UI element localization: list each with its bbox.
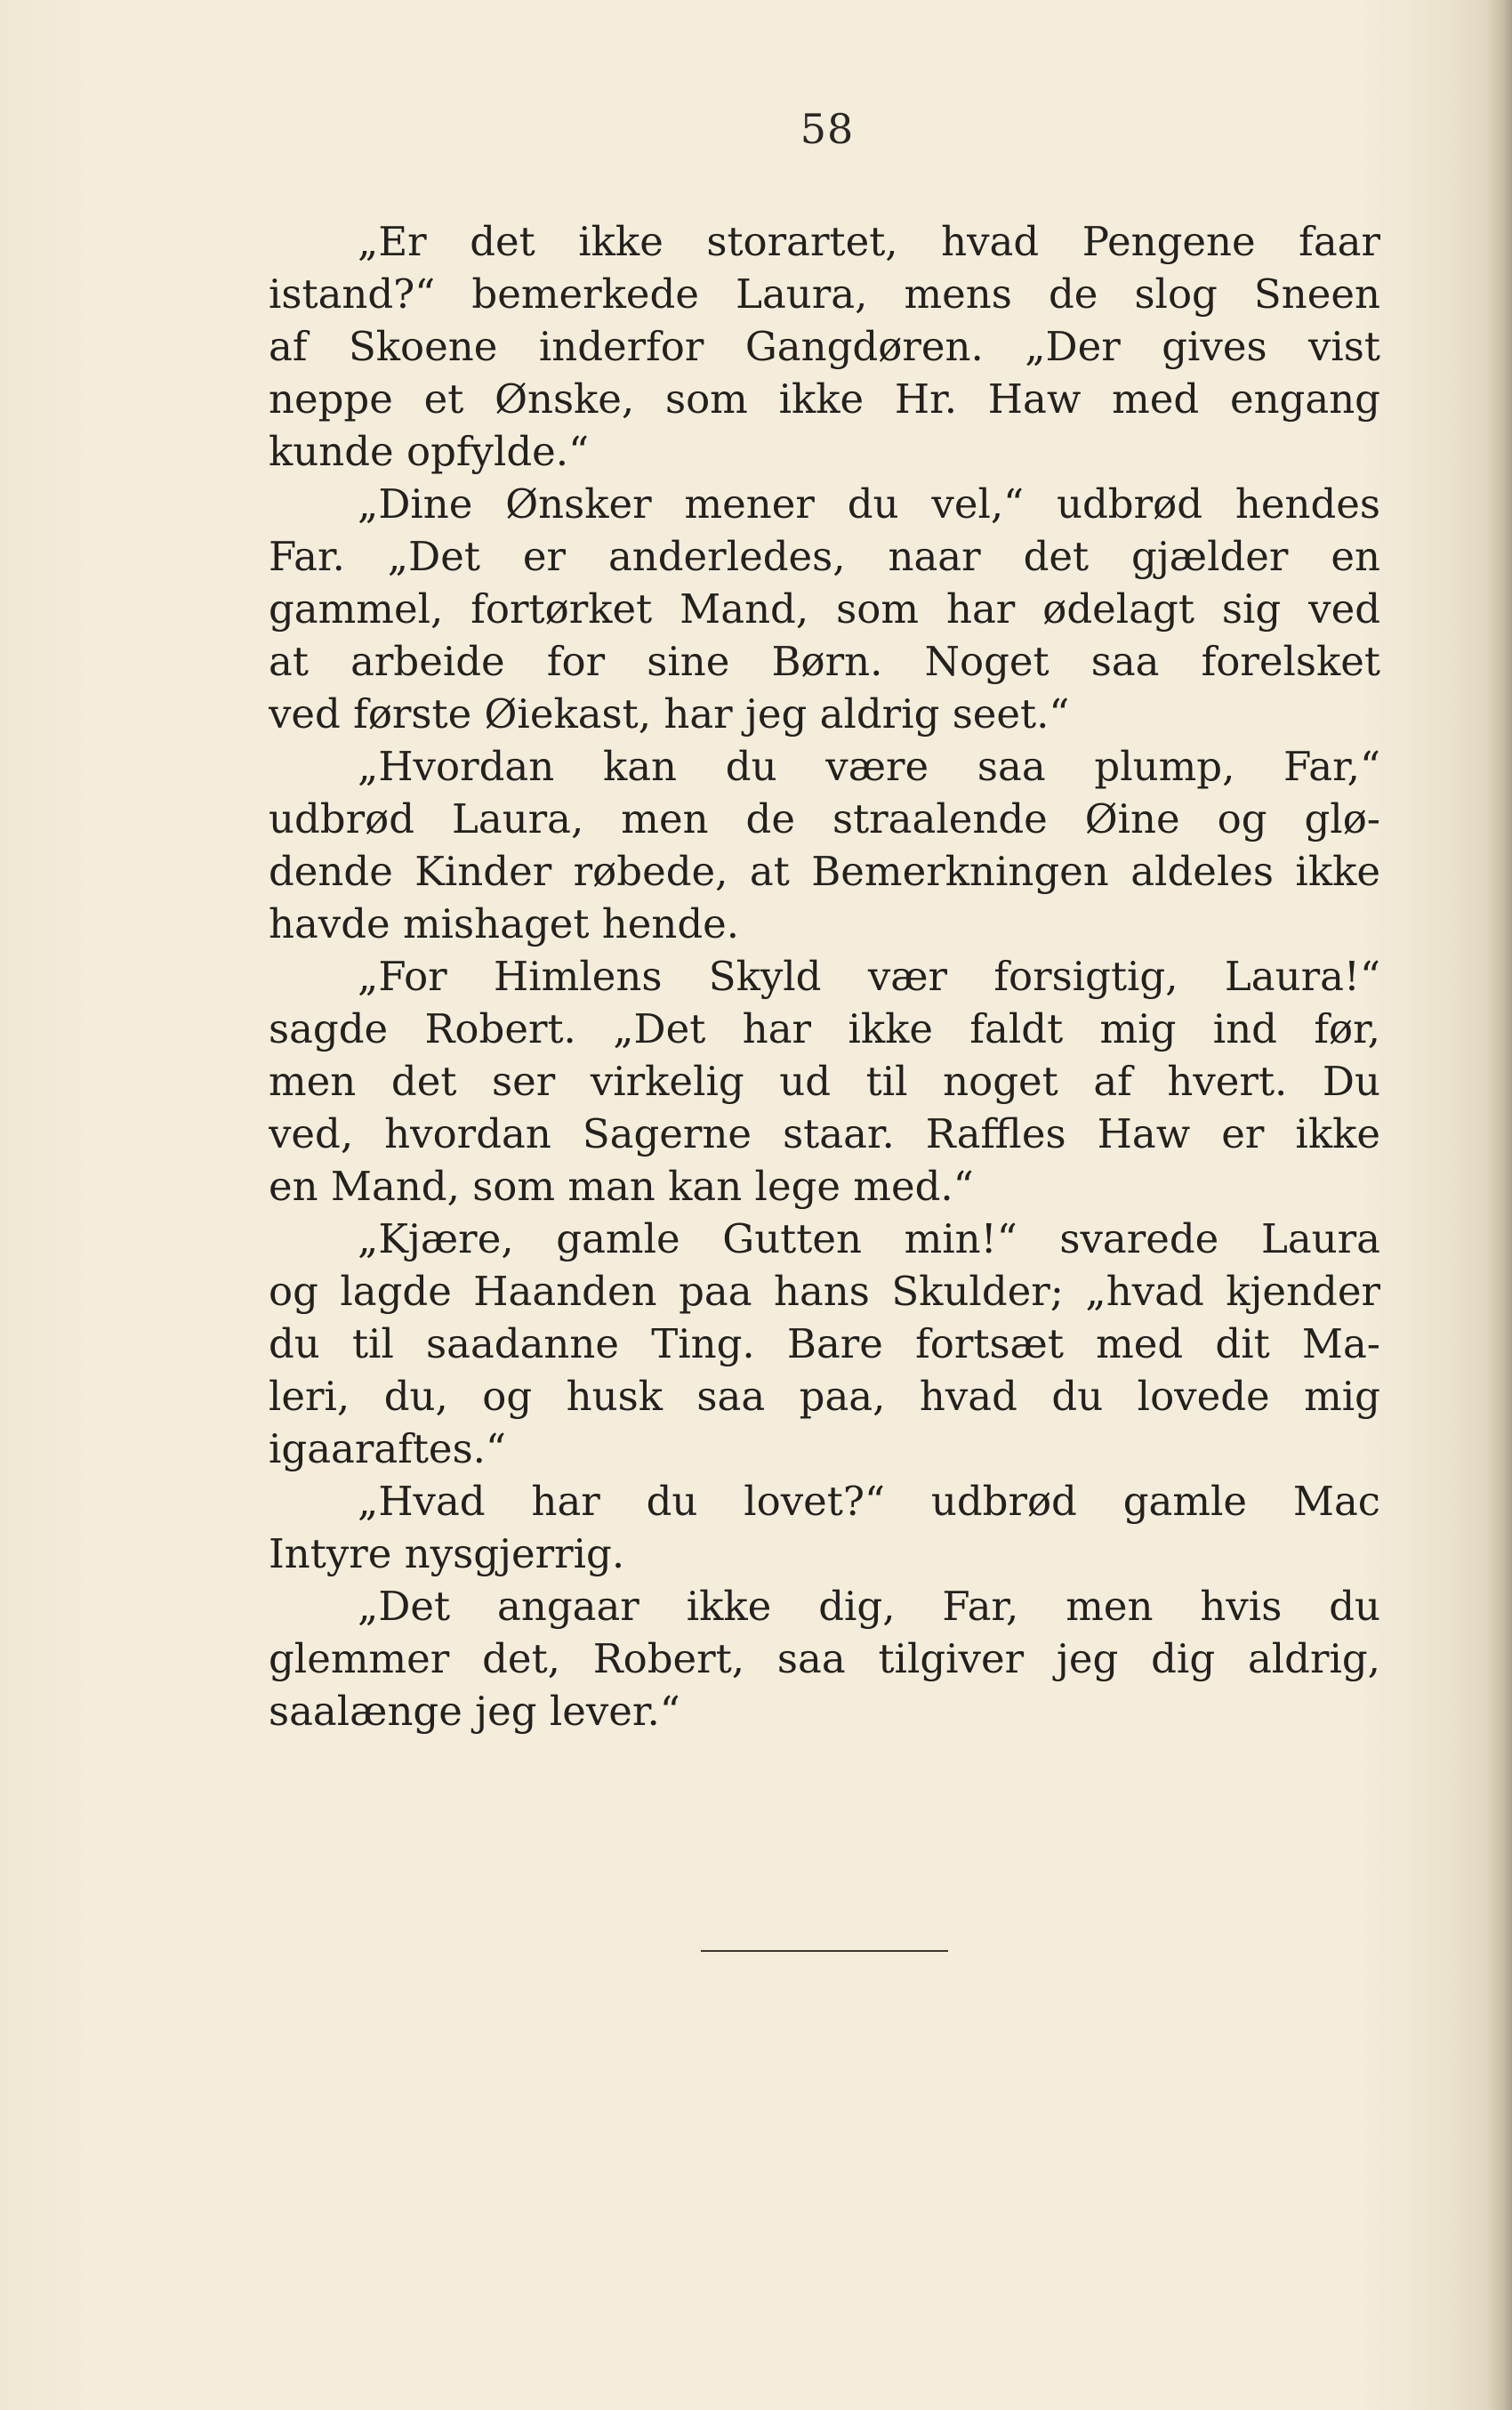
text-line: „Kjære, gamle Gutten min!“ svarede Laura: [358, 1215, 1380, 1262]
text-line: sagde Robert. „Det har ikke faldt mig ind før,: [269, 1005, 1380, 1052]
text-line: „Hvordan kan du være saa plump, Far,“: [358, 743, 1380, 790]
text-line: udbrød Laura, men de straalende Øine og glø-: [269, 795, 1380, 842]
text-line: istand?“ bemerkede Laura, mens de slog Sneen: [269, 270, 1380, 318]
page-edge-shadow: [1487, 0, 1512, 2410]
text-line: men det ser virkelig ud til noget af hvert. Du: [269, 1058, 1380, 1105]
text-line: af Skoene inderfor Gangdøren. „Der gives vist: [269, 323, 1380, 370]
text-line: Intyre nysgjerrig.: [269, 1530, 625, 1577]
text-line: ved, hvordan Sagerne staar. Raffles Haw er ikke: [269, 1110, 1380, 1157]
text-line: havde mishaget hende.: [269, 900, 740, 947]
text-line: Far. „Det er anderledes, naar det gjælder en: [269, 533, 1380, 580]
text-line: „Det angaar ikke dig, Far, men hvis du: [358, 1583, 1380, 1630]
text-line: „Dine Ønsker mener du vel,“ udbrød hendes: [358, 480, 1380, 528]
page-number: 58: [800, 105, 855, 153]
text-line: neppe et Ønske, som ikke Hr. Haw med engang: [269, 375, 1380, 423]
text-line: ved første Øiekast, har jeg aldrig seet.“: [269, 690, 1070, 738]
body-text: [269, 215, 1380, 1737]
text-line: og lagde Haanden paa hans Skulder; „hvad kjender: [269, 1268, 1380, 1315]
text-line: glemmer det, Robert, saa tilgiver jeg dig aldrig,: [269, 1635, 1380, 1682]
text-line: gammel, fortørket Mand, som har ødelagt sig ved: [269, 585, 1380, 633]
text-line: du til saadanne Ting. Bare fortsæt med dit Ma-: [269, 1320, 1380, 1367]
text-line: saalænge jeg lever.“: [269, 1688, 680, 1735]
text-line: „Er det ikke storartet, hvad Pengene faar: [358, 218, 1380, 265]
chapter-end-rule: [701, 1950, 948, 1952]
text-line: en Mand, som man kan lege med.“: [269, 1163, 974, 1210]
text-line: „Hvad har du lovet?“ udbrød gamle Mac: [358, 1478, 1380, 1525]
text-line: leri, du, og husk saa paa, hvad du lovede mig: [269, 1373, 1380, 1420]
text-line: dende Kinder røbede, at Bemerkningen aldeles ikke: [269, 848, 1380, 895]
text-line: „For Himlens Skyld vær forsigtig, Laura!“: [358, 953, 1380, 1000]
text-line: at arbeide for sine Børn. Noget saa forelsket: [269, 638, 1380, 685]
text-line: igaaraftes.“: [269, 1425, 506, 1472]
text-line: kunde opfylde.“: [269, 428, 590, 475]
